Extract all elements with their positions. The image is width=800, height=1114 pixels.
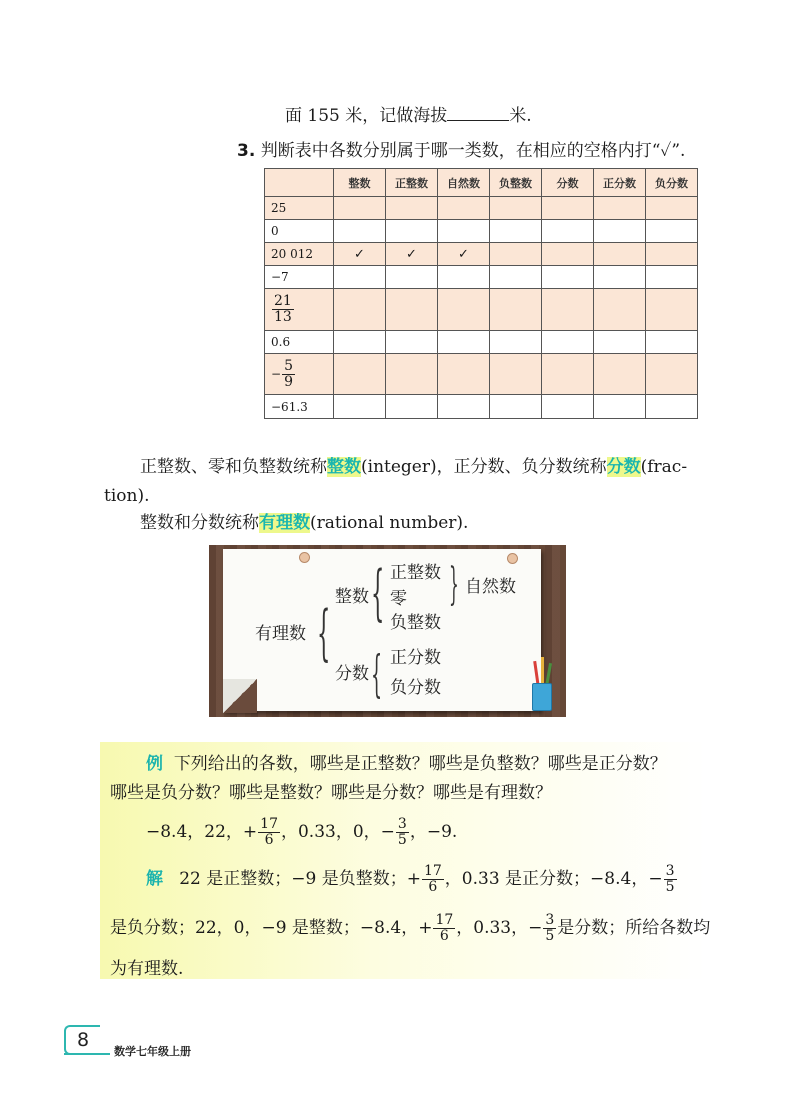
table-cell[interactable]: ✓	[386, 243, 438, 266]
table-row	[265, 331, 698, 354]
table-cell[interactable]	[438, 220, 490, 243]
table-cell[interactable]	[594, 331, 646, 354]
fraction-3-5: $\frac{3}{5}$	[665, 863, 675, 895]
keyword-rational: 有理数	[259, 513, 310, 533]
table-row	[265, 220, 698, 243]
brace-icon: {	[371, 558, 385, 628]
table-cell[interactable]	[438, 266, 490, 289]
col-header: 分数	[542, 169, 594, 197]
paper-curl	[223, 679, 257, 713]
example-label: 例	[146, 754, 163, 774]
table-cell[interactable]	[490, 266, 542, 289]
table-cell[interactable]	[542, 395, 594, 419]
pen-cup-icon	[532, 683, 552, 711]
solution-text: 是负分数；22，0，−9 是整数；−8.4，+	[110, 918, 433, 938]
diagram-zero: 零	[390, 589, 407, 609]
row-label-fraction: $\frac{5}{9}$	[284, 357, 293, 390]
table-cell[interactable]	[646, 243, 698, 266]
solution-text: 是分数；所给各数均	[557, 918, 711, 938]
row-label: 0.6	[265, 331, 334, 354]
keyword-integer: 整数	[327, 457, 361, 477]
table-row	[265, 354, 698, 395]
table-cell[interactable]: ✓	[334, 243, 386, 266]
top-line-prefix: 面 155 米，记做海拔	[285, 106, 448, 126]
table-cell[interactable]	[542, 197, 594, 220]
table-cell[interactable]	[334, 289, 386, 331]
row-label: 0	[265, 220, 334, 243]
brace-icon: {	[317, 598, 331, 668]
para-text: (frac-	[640, 457, 688, 477]
table-cell[interactable]	[386, 220, 438, 243]
diagram-negative-fraction: 负分数	[390, 678, 441, 698]
classification-board	[209, 545, 566, 717]
diagram-fraction: 分数	[335, 664, 369, 684]
table-cell[interactable]	[386, 197, 438, 220]
table-header-row	[265, 169, 698, 197]
table-row	[265, 243, 698, 266]
col-header: 正整数	[386, 169, 438, 197]
table-cell[interactable]	[594, 354, 646, 395]
table-cell[interactable]	[542, 289, 594, 331]
table-cell[interactable]	[646, 395, 698, 419]
table-cell[interactable]	[334, 266, 386, 289]
table-cell[interactable]	[594, 289, 646, 331]
example-q1: 下列给出的各数，哪些是正整数？哪些是负整数？哪些是正分数？	[173, 754, 667, 774]
pin-icon	[299, 552, 310, 563]
table-cell[interactable]	[386, 289, 438, 331]
table-row	[265, 197, 698, 220]
row-label-sign: −	[271, 366, 282, 381]
rational-definition	[140, 511, 468, 535]
table-row	[265, 395, 698, 419]
fraction-17-6: $\frac{17}{6}$	[260, 816, 278, 848]
table-cell[interactable]	[594, 243, 646, 266]
definition-paragraph-cont: tion).	[104, 486, 150, 506]
table-cell[interactable]	[542, 331, 594, 354]
col-header: 整数	[334, 169, 386, 197]
diagram-integer: 整数	[335, 587, 369, 607]
table-cell[interactable]	[438, 331, 490, 354]
table-cell[interactable]	[646, 266, 698, 289]
solution-label: 解	[146, 869, 163, 889]
row-label: −61.3	[265, 395, 334, 419]
row-label	[265, 289, 334, 331]
table-cell[interactable]	[542, 266, 594, 289]
keyword-fraction: 分数	[606, 457, 641, 477]
table-cell[interactable]	[490, 243, 542, 266]
fraction-3-5: $\frac{3}{5}$	[545, 912, 555, 944]
table-cell[interactable]	[490, 289, 542, 331]
fraction-17-6: $\frac{17}{6}$	[423, 863, 442, 895]
table-cell[interactable]	[594, 197, 646, 220]
page-number: 8	[64, 1025, 100, 1055]
table-cell[interactable]	[490, 354, 542, 395]
table-cell[interactable]	[490, 395, 542, 419]
definition-paragraph	[140, 455, 687, 479]
solution-line3: 为有理数.	[110, 959, 184, 979]
expr-text: −8.4，22，+	[146, 822, 258, 842]
table-cell[interactable]	[438, 395, 490, 419]
table-cell[interactable]	[334, 354, 386, 395]
solution-text: ，0.33，−	[456, 918, 543, 938]
question-text: 判断表中各数分别属于哪一类数，在相应的空格内打“✓”.	[260, 141, 686, 161]
table-cell[interactable]	[334, 220, 386, 243]
expr-text: ，−9.	[409, 822, 458, 842]
table-cell[interactable]	[334, 331, 386, 354]
table-cell[interactable]	[438, 289, 490, 331]
table-cell[interactable]	[542, 220, 594, 243]
para-text: 整数和分数统称	[140, 513, 259, 533]
row-label	[265, 354, 334, 395]
table-cell[interactable]: ✓	[438, 243, 490, 266]
col-header: 负分数	[646, 169, 698, 197]
table-cell[interactable]	[386, 331, 438, 354]
table-cell[interactable]	[438, 354, 490, 395]
brace-close-icon: }	[449, 559, 459, 610]
diagram-root: 有理数	[255, 624, 306, 644]
table-cell[interactable]	[386, 266, 438, 289]
table-corner	[265, 169, 334, 197]
row-label: 20 012	[265, 243, 334, 266]
row-label-fraction: $\frac{21}{13}$	[274, 293, 292, 325]
fraction-3-5: $\frac{3}{5}$	[397, 816, 407, 848]
expr-text: ，0.33，0，−	[280, 822, 395, 842]
table-cell[interactable]	[646, 220, 698, 243]
brace-icon: {	[371, 645, 383, 703]
pin-icon	[507, 553, 518, 564]
example-question-line1	[146, 752, 667, 776]
diagram-positive-integer: 正整数	[390, 563, 441, 583]
table-row	[265, 266, 698, 289]
col-header: 负整数	[490, 169, 542, 197]
answer-blank[interactable]	[447, 106, 509, 121]
table-cell[interactable]	[386, 395, 438, 419]
footer-rule	[64, 1053, 110, 1055]
table-cell[interactable]	[646, 197, 698, 220]
solution-text: 22 是正整数；−9 是负整数；+	[179, 869, 421, 889]
table-cell[interactable]	[490, 197, 542, 220]
diagram-positive-fraction: 正分数	[390, 648, 441, 668]
table-cell[interactable]	[542, 243, 594, 266]
table-cell[interactable]	[386, 354, 438, 395]
table-cell[interactable]	[334, 197, 386, 220]
solution-line2	[110, 910, 710, 946]
question-3	[237, 139, 685, 163]
para-text: (rational number).	[310, 513, 469, 533]
row-label: 25	[265, 197, 334, 220]
col-header: 正分数	[594, 169, 646, 197]
diagram-negative-integer: 负整数	[390, 613, 441, 633]
table-cell[interactable]	[646, 354, 698, 395]
table-cell[interactable]	[490, 220, 542, 243]
top-line	[285, 104, 532, 128]
example-question-line2: 哪些是负分数？哪些是整数？哪些是分数？哪些是有理数？	[110, 783, 552, 803]
row-label: −7	[265, 266, 334, 289]
table-cell[interactable]	[542, 354, 594, 395]
table-cell[interactable]	[334, 395, 386, 419]
example-numbers	[146, 815, 457, 849]
table-cell[interactable]	[594, 395, 646, 419]
book-title: 数学七年级上册	[114, 1045, 191, 1058]
col-header: 自然数	[438, 169, 490, 197]
diagram-natural: 自然数	[465, 577, 516, 597]
table-cell[interactable]	[490, 331, 542, 354]
para-text: 正整数、零和负整数统称	[140, 457, 327, 477]
table-cell[interactable]	[438, 197, 490, 220]
question-number: 3.	[237, 141, 256, 161]
table-cell[interactable]	[594, 266, 646, 289]
table-cell[interactable]	[646, 331, 698, 354]
solution-text: ，0.33 是正分数；−8.4，−	[444, 869, 663, 889]
top-line-suffix: 米.	[509, 106, 532, 126]
table-cell[interactable]	[594, 220, 646, 243]
table-cell[interactable]	[646, 289, 698, 331]
classification-table	[264, 168, 698, 419]
fraction-17-6: $\frac{17}{6}$	[435, 912, 454, 944]
para-text: (integer)，正分数、负分数统称	[361, 457, 607, 477]
table-row	[265, 289, 698, 331]
solution-line1	[146, 861, 678, 897]
